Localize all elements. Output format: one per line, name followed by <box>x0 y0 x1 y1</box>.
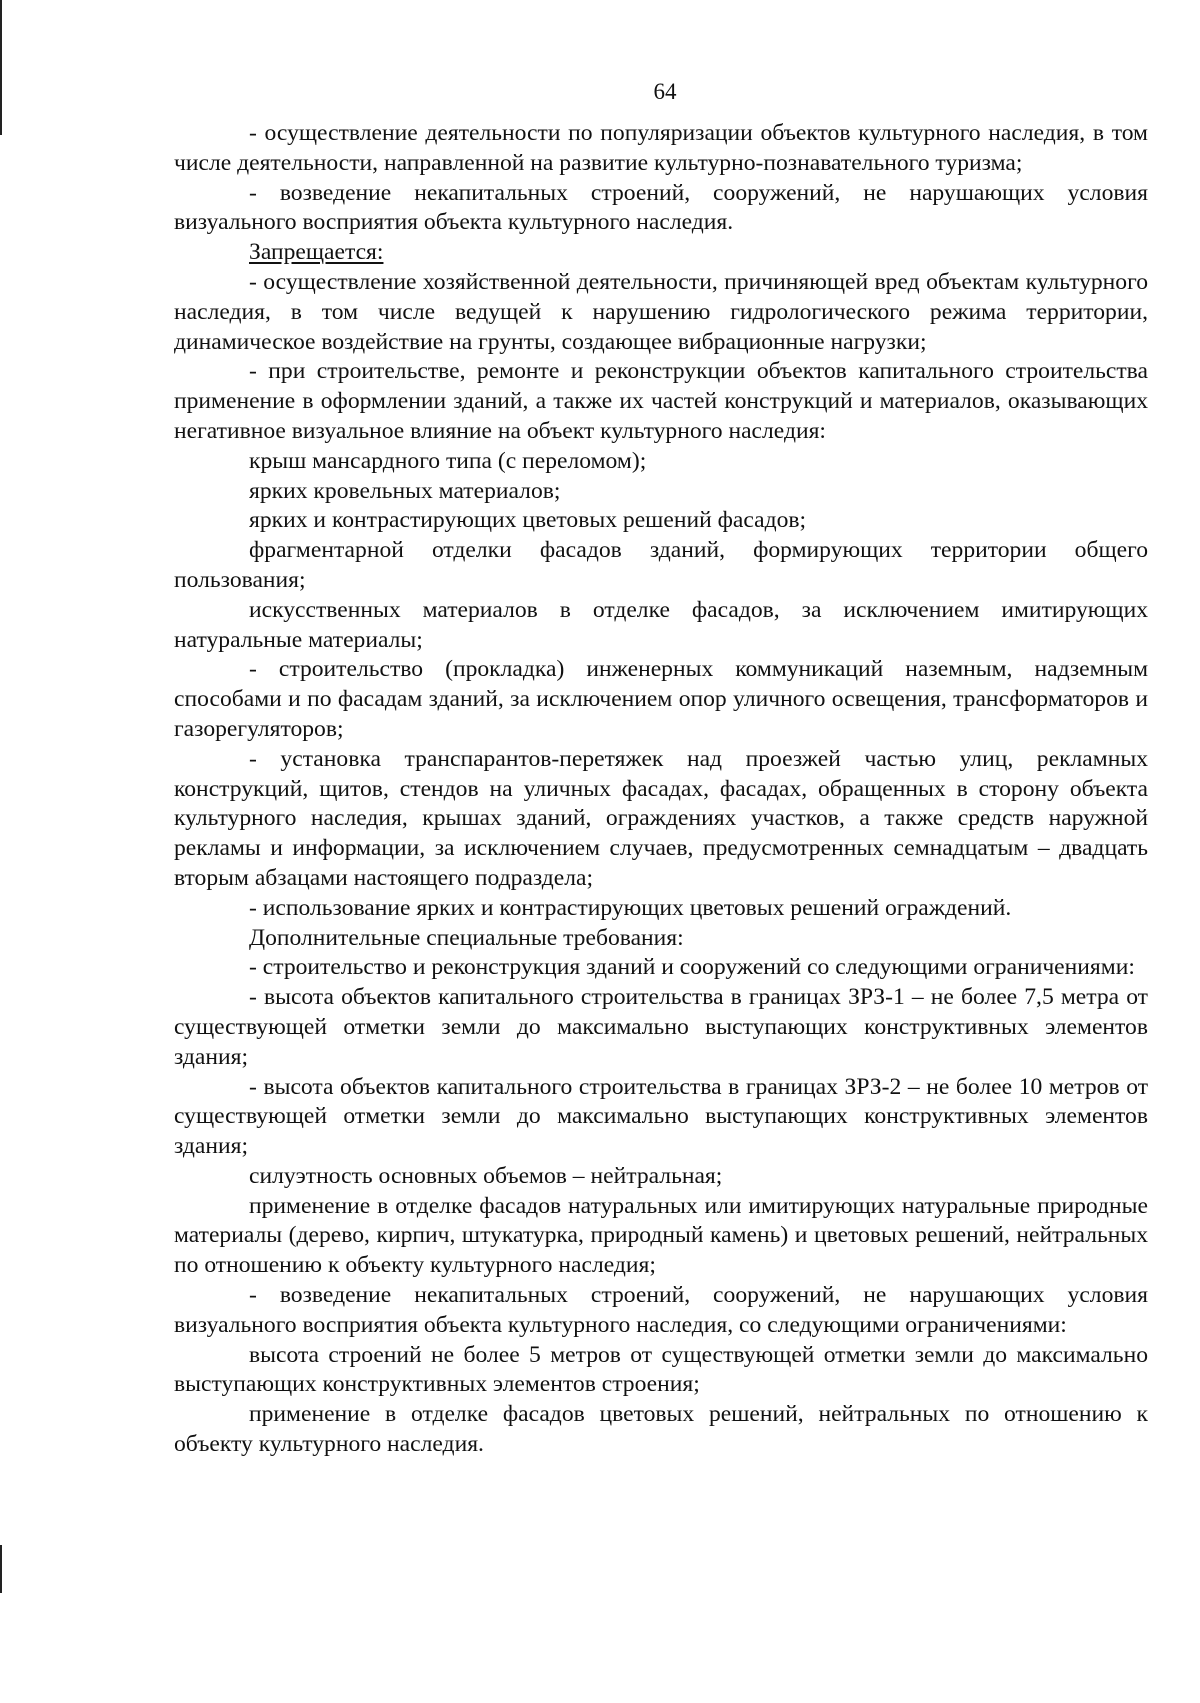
paragraph-height-zrz2: - высота объектов капитального строительства в границах ЗРЗ-2 – не более 10 метров от существующей отметки земли до максимально выступающих конструктивных элементов здания; <box>174 1073 1148 1160</box>
paragraph-construction-limits: - строительство и реконструкция зданий и сооружений со следующими ограничениями: <box>249 954 1135 981</box>
paragraph-nonpermanent-limits: - возведение некапитальных строений, сооружений, не нарушающих условия визуального восприятия объекта культурного наследия, со следующими ограничениями: <box>174 1282 1148 1338</box>
paragraph-structure-height: высота строений не более 5 метров от существующей отметки земли до максимально выступающих конструктивных элементов строения; <box>174 1341 1148 1398</box>
list-item-bright-roofing: ярких кровельных материалов; <box>249 477 561 504</box>
paragraph-nonpermanent-structures: - возведение некапитальных строений, сооружений, не нарушающих условия визуального восприятия объекта культурного наследия. <box>174 179 1148 236</box>
prohibited-heading-text: Запрещается: <box>249 239 384 266</box>
paragraph-fences: - использование ярких и контрастирующих цветовых решений ограждений. <box>249 894 1012 921</box>
paragraph-popularization: - осуществление деятельности по популяризации объектов культурного наследия, в том числе деятельности, направленной на развитие культурно-познавательного туризма; <box>174 120 1148 176</box>
list-item-bright-facades: ярких и контрастирующих цветовых решений фасадов; <box>249 507 807 534</box>
list-item-artificial-materials: искусственных материалов в отделке фасадов, за исключением имитирующих натуральные материалы; <box>174 596 1148 653</box>
list-item-fragmentary-finish: фрагментарной отделки фасадов зданий, формирующих территории общего пользования; <box>174 537 1148 593</box>
document-body <box>174 119 1148 1460</box>
paragraph-economic-activity: - осуществление хозяйственной деятельности, причиняющей вред объектам культурного наследия, в том числе ведущей к нарушению гидрологического режима территории, динамическое воздействие на грунты, создающее вибрационные нагрузки; <box>174 268 1148 355</box>
prohibited-heading <box>174 238 1148 268</box>
scan-edge-bottom <box>0 1545 2 1593</box>
page-number: 64 <box>653 79 677 104</box>
paragraph-height-zrz1: - высота объектов капитального строительства в границах ЗРЗ-1 – не более 7,5 метра от существующей отметки земли до максимально выступающих конструктивных элементов здания; <box>174 984 1148 1070</box>
paragraph-facade-materials: применение в отделке фасадов натуральных или имитирующих натуральные природные материалы (дерево, кирпич, штукатурка, природный камень) и цветовых решений, нейтральных по отношению к объекту культурного наследия; <box>174 1192 1148 1279</box>
paragraph-banners-advertising: - установка транспарантов-перетяжек над проезжей частью улиц, рекламных конструкций, щитов, стендов на уличных фасадах, фасадах, обращенных в сторону объекта культурного наследия, крышах зданий, ограждениях участков, а также средств наружной рекламы и информации, за исключением случаев, предусмотренных семнадцатым – двадцать вторым абзацами настоящего подраздела; <box>174 745 1148 891</box>
list-item-mansard-roofs: крыш мансардного типа (с переломом); <box>249 447 647 474</box>
paragraph-utilities: - строительство (прокладка) инженерных коммуникаций наземным, надземным способами и по фасадам зданий, за исключением опор уличного освещения, трансформаторов и газорегуляторов; <box>174 656 1148 742</box>
additional-requirements-heading: Дополнительные специальные требования: <box>249 924 684 951</box>
scan-edge-top <box>0 0 2 135</box>
paragraph-silhouette: силуэтность основных объемов – нейтральная; <box>249 1162 723 1189</box>
paragraph-neutral-colors: применение в отделке фасадов цветовых решений, нейтральных по отношению к объекту культурного наследия. <box>174 1401 1148 1458</box>
paragraph-construction-materials: - при строительстве, ремонте и реконструкции объектов капитального строительства применение в оформлении зданий, а также их частей конструкций и материалов, оказывающих негативное визуальное влияние на объект культурного наследия: <box>174 358 1148 444</box>
